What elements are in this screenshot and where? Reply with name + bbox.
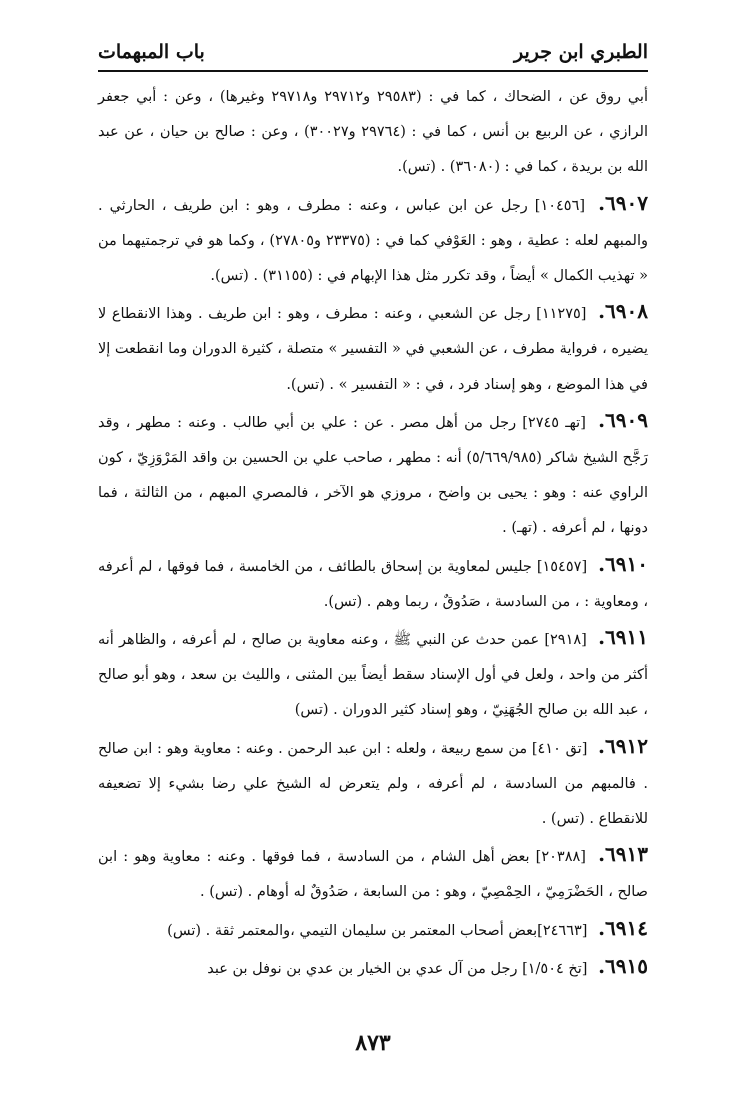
entry-text: [٢٩١٨] عمن حدث عن النبي ﷺ ، وعنه معاوية بن صالح ، لم أعرفه ، والظاهر أنه أكثر من واحد ، ولعل في أول الإسناد سقط أيضاً بين المثنى ، والليث بن سعد ، وهو أبو صالح ، عبد الله بن صالح الجُهَنِيّ ، وهو إسناد كثير الدوران . (تس) bbox=[98, 632, 648, 719]
entry-number: ٦٩٠٨. bbox=[598, 299, 648, 324]
header-divider bbox=[98, 70, 648, 72]
entry-6907 bbox=[98, 186, 648, 295]
entry-number: ٦٩١٢. bbox=[598, 733, 648, 758]
entry-6910 bbox=[98, 547, 648, 620]
entry-6913 bbox=[98, 837, 648, 910]
entry-continuation bbox=[98, 80, 648, 186]
entry-number: ٦٩١٠. bbox=[598, 551, 649, 576]
running-header bbox=[98, 38, 648, 66]
entry-6911 bbox=[98, 620, 648, 729]
entry-number: ٦٩١١. bbox=[598, 625, 648, 650]
entry-6908 bbox=[98, 294, 648, 403]
entry-number: ٦٩٠٧. bbox=[598, 190, 648, 215]
entry-6914 bbox=[98, 911, 648, 949]
entries-body bbox=[98, 80, 648, 987]
entry-number: ٦٩١٥. bbox=[598, 953, 648, 978]
header-chapter-title: باب المبهمات bbox=[98, 41, 205, 63]
entry-text: [١١٢٧٥] رجل عن الشعبي ، وعنه : مطرف ، وهو : ابن طريف . وهذا الانقطاع لا يضيره ، فرواية مطرف ، عن الشعبي في « التفسير » متصلة ، كثيرة الدوران وما انقطعت إلا في هذا الموضع ، وهو إسناد فرد ، في : « التفسير » . (تس). bbox=[98, 306, 648, 393]
entry-text: [تخ ١/٥٠٤] رجل من آل عدي بن الخيار بن عدي بن نوفل بن عبد bbox=[207, 960, 588, 977]
entry-6915 bbox=[98, 949, 648, 987]
entry-6909 bbox=[98, 403, 648, 547]
entry-text: [تهـ ٢٧٤٥] رجل من أهل مصر . عن : علي بن أبي طالب . وعنه : مطهر ، وقد رَجَّح الشيخ شاكر (٥/٦٦٩/٩٨٥) أنه : مطهر ، صاحب علي بن الحسين بن واقد المَرْوَزِيّ ، كون الراوي عنه : وهو : يحيى بن واضح ، مروزي هو الآخر ، فالمصري المبهم ، من الثالثة ، فما دونها ، لم أعرفه . (تهـ) . bbox=[98, 414, 649, 537]
entry-number: ٦٩٠٩. bbox=[598, 407, 648, 432]
entry-text: [١٥٤٥٧] جليس لمعاوية بن إسحاق بالطائف ، من الخامسة ، فما فوقها ، لم أعرفه ، ومعاوية : ، من السادسة ، صَدُوقٌ ، ربما وهم . (تس). bbox=[98, 558, 648, 610]
entry-number: ٦٩١٣. bbox=[598, 842, 648, 867]
entry-text: [١٠٤٥٦] رجل عن ابن عباس ، وعنه : مطرف ، وهو : ابن طريف ، الحارثي . والمبهم لعله : عطية ، وهو : العَوْفي كما في : (٢٣٣٧٥ و٢٧٨٠٥) ، وكما هو في ترجمتيهما من « تهذيب الكمال » أيضاً ، وقد تكرر مثل هذا الإبهام في : (٣١١٥٥) . (تس). bbox=[98, 197, 648, 285]
header-author-title: الطبري ابن جرير bbox=[513, 41, 648, 63]
entry-number: ٦٩١٤. bbox=[598, 915, 648, 940]
entry-6912 bbox=[98, 729, 648, 838]
entry-text: [٢٠٣٨٨] بعض أهل الشام ، من السادسة ، فما فوقها . وعنه : معاوية وهو : ابن صالح ، الحَضْرَمِيّ ، الحِمْصِيّ ، وهو : من السابعة ، صَدُوقٌ له أوهام . (تس) . bbox=[98, 849, 648, 901]
entry-text: أبي روق عن ، الضحاك ، كما في : (٢٩٥٨٣ و٢٩٧١٢ و٢٩٧١٨ وغيرها) ، وعن : أبي جعفر الرازي ، عن الربيع بن أنس ، كما في : (٢٩٧٦٤ و٣٠٠٢٧) ، وعن : صالح بن حيان ، عن عبد الله بن بريدة ، كما في : (٣٦٠٨٠) . (تس). bbox=[98, 89, 648, 176]
entry-text: [تق ٤١٠] من سمع ربيعة ، ولعله : ابن عبد الرحمن . وعنه : معاوية وهو : ابن صالح . فالمبهم من السادسة ، لم أعرفه ، ولم يتعرض له الشيخ علي رضا بشيء إلا تضعيفه للانقطاع . (تس) . bbox=[98, 740, 648, 828]
entry-text: [٢٤٦٦٣]بعض أصحاب المعتمر بن سليمان التيمي ،والمعتمر ثقة . (تس) bbox=[167, 922, 588, 939]
page-number: ٨٧٣ bbox=[355, 1030, 391, 1056]
